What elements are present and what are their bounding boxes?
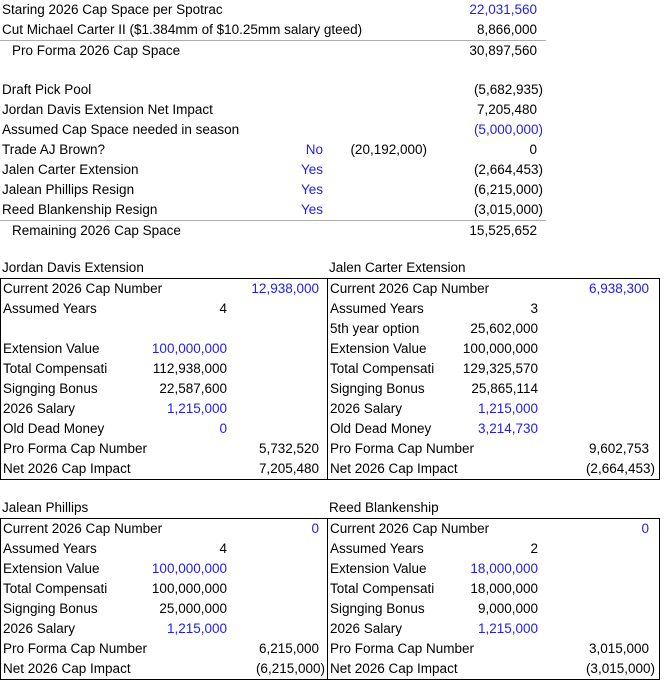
row-label: Draft Pick Pool bbox=[2, 82, 92, 97]
cap-space-summary bbox=[0, 0, 546, 240]
table-row bbox=[0, 0, 546, 20]
row-label: Reed Blankenship Resign bbox=[2, 202, 158, 217]
table-row bbox=[1, 519, 327, 539]
row-label: Current 2026 Cap Number bbox=[3, 521, 163, 536]
row-label: 2026 Salary bbox=[3, 621, 76, 636]
trade-aj-brown-toggle[interactable]: No bbox=[305, 142, 323, 157]
table-box bbox=[0, 278, 328, 480]
table-row bbox=[1, 619, 327, 639]
table-box bbox=[327, 518, 660, 680]
table-row bbox=[0, 80, 546, 100]
fifth-year-option-value: 25,602,000 bbox=[470, 321, 538, 336]
table-row bbox=[1, 299, 327, 319]
table-row bbox=[328, 319, 659, 339]
row-label: Net 2026 Cap Impact bbox=[330, 661, 458, 676]
row-label: Signging Bonus bbox=[330, 601, 425, 616]
table-row bbox=[328, 339, 659, 359]
draft-pick-pool-value: (5,682,935) bbox=[473, 82, 543, 97]
table-row bbox=[328, 419, 659, 439]
davis-net-impact-value: 7,205,480 bbox=[476, 102, 537, 117]
pro-forma-cap-number-value: 6,215,000 bbox=[258, 641, 319, 656]
table-row bbox=[0, 120, 546, 140]
jordan-davis-extension-table bbox=[0, 258, 328, 480]
assumed-years-value: 4 bbox=[219, 301, 227, 316]
blank-row bbox=[1, 319, 327, 339]
row-label: 5th year option bbox=[330, 321, 420, 336]
remaining-cap-space-value: 15,525,652 bbox=[469, 223, 537, 238]
row-label: Extension Value bbox=[3, 341, 100, 356]
table-row bbox=[0, 160, 546, 180]
extension-value: 100,000,000 bbox=[462, 341, 538, 356]
row-label: Total Compensati bbox=[3, 581, 108, 596]
net-cap-impact-value: 7,205,480 bbox=[258, 461, 319, 476]
jalen-carter-extension-table bbox=[327, 258, 660, 480]
row-label: Trade AJ Brown? bbox=[2, 142, 106, 157]
row-label: Pro Forma Cap Number bbox=[330, 641, 475, 656]
blank-row bbox=[0, 60, 546, 80]
table-row bbox=[1, 539, 327, 559]
row-label: Total Compensati bbox=[3, 361, 108, 376]
row-label: Extension Value bbox=[330, 561, 427, 576]
table-row bbox=[1, 379, 327, 399]
phillips-resign-toggle[interactable]: Yes bbox=[300, 182, 323, 197]
pro-forma-cap-number-value: 9,602,753 bbox=[588, 441, 649, 456]
row-label: Pro Forma Cap Number bbox=[3, 641, 148, 656]
table-row bbox=[1, 659, 327, 679]
table-row bbox=[0, 180, 546, 200]
table-row bbox=[328, 379, 659, 399]
current-cap-number-value[interactable]: 6,938,300 bbox=[588, 281, 649, 296]
trade-aj-brown-impact-value: 0 bbox=[529, 142, 537, 157]
row-label: Current 2026 Cap Number bbox=[3, 281, 163, 296]
row-label: Net 2026 Cap Impact bbox=[330, 461, 458, 476]
row-label: 2026 Salary bbox=[3, 401, 76, 416]
row-label: Assumed Years bbox=[330, 301, 424, 316]
table-row bbox=[1, 339, 327, 359]
table-row bbox=[1, 359, 327, 379]
phillips-resign-impact-value: (6,215,000) bbox=[473, 182, 543, 197]
table-row bbox=[328, 459, 659, 479]
row-label: Assumed Years bbox=[330, 541, 424, 556]
table-row bbox=[328, 659, 659, 679]
row-label: Current 2026 Cap Number bbox=[330, 281, 490, 296]
row-label: Jordan Davis Extension Net Impact bbox=[2, 102, 213, 117]
pro-forma-cap-number-value: 5,732,520 bbox=[258, 441, 319, 456]
current-cap-number-value[interactable]: 12,938,000 bbox=[251, 281, 319, 296]
starting-cap-space-value[interactable]: 22,031,560 bbox=[469, 2, 537, 17]
row-label: Signging Bonus bbox=[330, 381, 425, 396]
blankenship-resign-impact-value: (3,015,000) bbox=[473, 202, 543, 217]
old-dead-money-value[interactable]: 0 bbox=[219, 421, 227, 436]
table-row bbox=[1, 279, 327, 299]
row-label: Net 2026 Cap Impact bbox=[3, 461, 131, 476]
total-compensation-value: 18,000,000 bbox=[470, 581, 538, 596]
table-row bbox=[328, 439, 659, 459]
table-title: Reed Blankenship bbox=[329, 500, 439, 515]
current-cap-number-value[interactable]: 0 bbox=[641, 521, 649, 536]
in-season-cap-needed-value[interactable]: (5,000,000) bbox=[473, 122, 543, 137]
row-label: 2026 Salary bbox=[330, 621, 403, 636]
table-title: Jalen Carter Extension bbox=[329, 260, 466, 275]
table-row bbox=[328, 539, 659, 559]
row-label: Jalean Phillips Resign bbox=[2, 182, 135, 197]
salary-2026-value[interactable]: 1,215,000 bbox=[166, 401, 227, 416]
table-title: Jordan Davis Extension bbox=[2, 260, 144, 275]
table-row bbox=[328, 299, 659, 319]
row-label: Total Compensati bbox=[330, 581, 435, 596]
assumed-years-value: 4 bbox=[219, 541, 227, 556]
row-label: Old Dead Money bbox=[330, 421, 432, 436]
carter-extension-toggle[interactable]: Yes bbox=[300, 162, 323, 177]
table-row bbox=[1, 579, 327, 599]
assumed-years-value: 3 bbox=[530, 301, 538, 316]
assumed-years-value: 2 bbox=[530, 541, 538, 556]
row-label: Total Compensati bbox=[330, 361, 435, 376]
jalean-phillips-table bbox=[0, 498, 328, 680]
signing-bonus-value: 9,000,000 bbox=[477, 601, 538, 616]
table-row bbox=[328, 559, 659, 579]
table-box bbox=[0, 518, 328, 680]
row-label: Assumed Years bbox=[3, 541, 97, 556]
table-row bbox=[328, 359, 659, 379]
extension-value[interactable]: 100,000,000 bbox=[151, 561, 227, 576]
salary-2026-value[interactable]: 1,215,000 bbox=[166, 621, 227, 636]
net-cap-impact-value: (6,215,000) bbox=[255, 661, 325, 676]
total-compensation-value: 100,000,000 bbox=[151, 581, 227, 596]
table-row bbox=[0, 40, 546, 60]
table-row bbox=[1, 399, 327, 419]
old-dead-money-value[interactable]: 3,214,730 bbox=[477, 421, 538, 436]
table-row bbox=[0, 140, 546, 160]
table-row bbox=[1, 459, 327, 479]
table-row bbox=[328, 519, 659, 539]
row-label: Pro Forma Cap Number bbox=[330, 441, 475, 456]
table-row bbox=[1, 639, 327, 659]
table-row bbox=[0, 100, 546, 120]
total-compensation-value: 112,938,000 bbox=[152, 361, 227, 376]
table-row bbox=[0, 220, 546, 240]
blankenship-resign-toggle[interactable]: Yes bbox=[300, 202, 323, 217]
row-label: Staring 2026 Cap Space per Spotrac bbox=[2, 2, 223, 17]
row-label: Remaining 2026 Cap Space bbox=[12, 223, 181, 238]
table-row bbox=[328, 399, 659, 419]
signing-bonus-value: 22,587,600 bbox=[159, 381, 227, 396]
table-row bbox=[328, 279, 659, 299]
salary-2026-value[interactable]: 1,215,000 bbox=[477, 621, 538, 636]
table-row bbox=[328, 639, 659, 659]
row-label: Signging Bonus bbox=[3, 381, 98, 396]
net-cap-impact-value: (2,664,453) bbox=[585, 461, 655, 476]
signing-bonus-value: 25,865,114 bbox=[471, 381, 538, 396]
table-box bbox=[327, 278, 660, 480]
row-label: Net 2026 Cap Impact bbox=[3, 661, 131, 676]
extension-value[interactable]: 18,000,000 bbox=[470, 561, 538, 576]
reed-blankenship-table bbox=[327, 498, 660, 680]
net-cap-impact-value: (3,015,000) bbox=[585, 661, 655, 676]
signing-bonus-value: 25,000,000 bbox=[159, 601, 227, 616]
row-label: Extension Value bbox=[330, 341, 427, 356]
row-label: Extension Value bbox=[3, 561, 100, 576]
table-row bbox=[0, 20, 546, 40]
carter-extension-impact-value: (2,664,453) bbox=[473, 162, 543, 177]
current-cap-number-value[interactable]: 0 bbox=[311, 521, 319, 536]
table-title: Jalean Phillips bbox=[2, 500, 89, 515]
row-label: Current 2026 Cap Number bbox=[330, 521, 490, 536]
row-label: Pro Forma 2026 Cap Space bbox=[12, 43, 181, 58]
cut-carter-value: 8,866,000 bbox=[476, 22, 537, 37]
table-row bbox=[0, 200, 546, 220]
table-row bbox=[328, 619, 659, 639]
row-label: 2026 Salary bbox=[330, 401, 403, 416]
salary-2026-value[interactable]: 1,215,000 bbox=[477, 401, 538, 416]
table-row bbox=[1, 559, 327, 579]
pro-forma-cap-space-value: 30,897,560 bbox=[469, 43, 537, 58]
row-label: Jalen Carter Extension bbox=[2, 162, 139, 177]
extension-value[interactable]: 100,000,000 bbox=[151, 341, 227, 356]
total-compensation-value: 129,325,570 bbox=[462, 361, 538, 376]
row-label: Pro Forma Cap Number bbox=[3, 441, 148, 456]
table-row bbox=[328, 599, 659, 619]
trade-aj-brown-savings-value: (20,192,000) bbox=[350, 142, 427, 157]
table-row bbox=[328, 579, 659, 599]
row-label: Assumed Cap Space needed in season bbox=[2, 122, 240, 137]
table-row bbox=[1, 419, 327, 439]
row-label: Old Dead Money bbox=[3, 421, 105, 436]
table-row bbox=[1, 439, 327, 459]
table-row bbox=[1, 599, 327, 619]
row-label: Assumed Years bbox=[3, 301, 97, 316]
row-label: Cut Michael Carter II ($1.384mm of $10.25mm salary gteed) bbox=[2, 22, 363, 37]
pro-forma-cap-number-value: 3,015,000 bbox=[588, 641, 649, 656]
row-label: Signging Bonus bbox=[3, 601, 98, 616]
